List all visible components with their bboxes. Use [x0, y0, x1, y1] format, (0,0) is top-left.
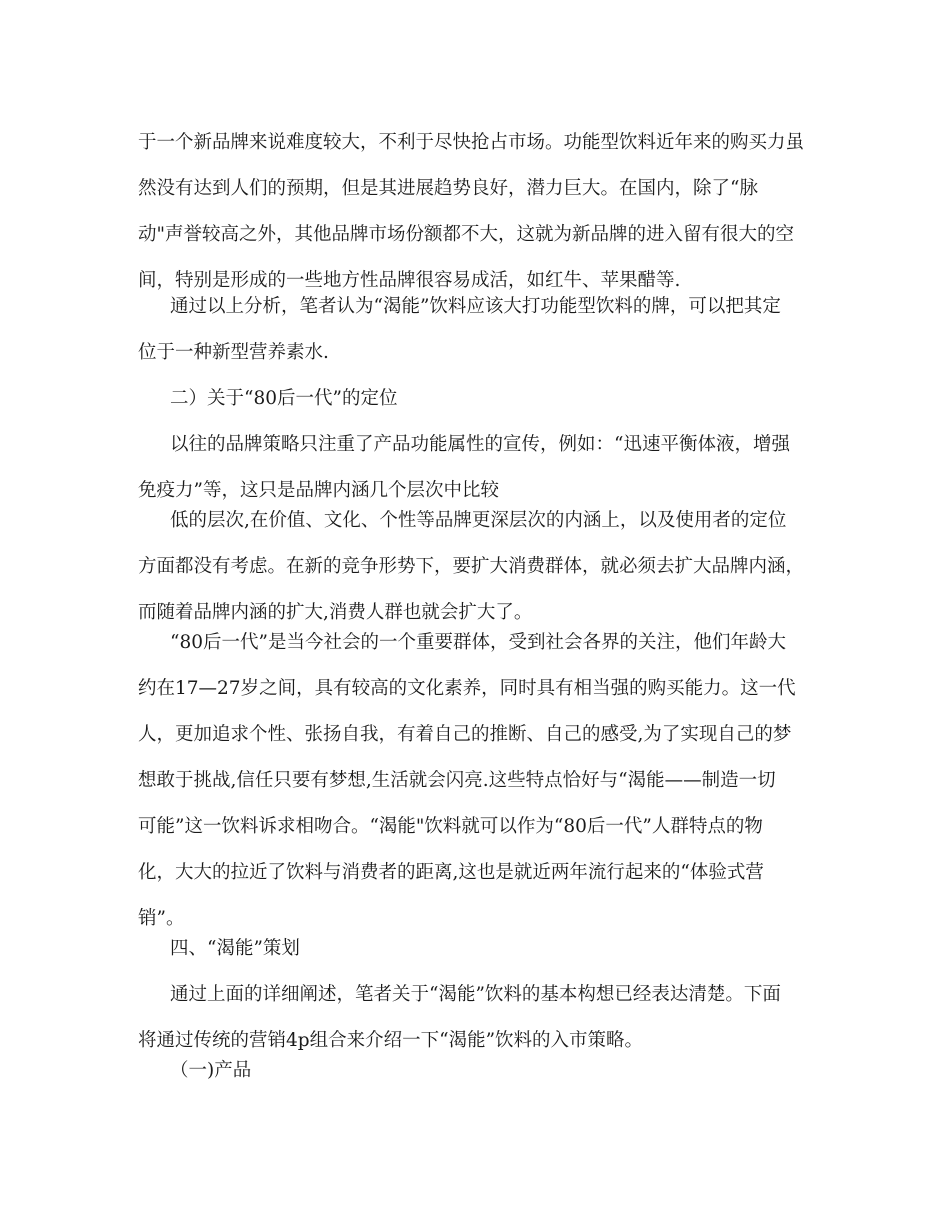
text-line: 销”。	[138, 908, 185, 929]
text-line: 可能”这一饮料诉求相吻合。“渴能"饮料就可以作为“80后一代”人群特点的物	[138, 816, 763, 837]
text-line: 而随着品牌内涵的扩大,消费人群也就会扩大了。	[138, 602, 533, 623]
text-line: 人，更加追求个性、张扬自我，有着自己的推断、自己的感受,为了实现自己的梦	[138, 724, 792, 745]
section-heading: 二）关于“80后一代”的定位	[170, 388, 398, 409]
text-line: 然没有达到人们的预期，但是其进展趋势良好，潜力巨大。在国内，除了“脉	[138, 178, 758, 199]
text-line: 将通过传统的营销4p组合来介绍一下“渴能”饮料的入市策略。	[138, 1030, 644, 1051]
text-line: 以往的品牌策略只注重了产品功能属性的宣传，例如：“迅速平衡体液，增强	[170, 434, 790, 455]
text-line: 于一个新品牌来说难度较大，不利于尽快抢占市场。功能型饮料近年来的购买力虽	[138, 132, 805, 153]
text-line: 通过以上分析，笔者认为“渴能”饮料应该大打功能型饮料的牌，可以把其定	[170, 296, 781, 317]
text-line: 化，大大的拉近了饮料与消费者的距离,这也是就近两年流行起来的“体验式营	[138, 862, 764, 883]
section-heading: 四、“渴能”策划	[170, 938, 300, 959]
text-line: 免疫力”等，这只是品牌内涵几个层次中比较	[138, 480, 499, 501]
text-line: 方面都没有考虑。在新的竞争形势下，要扩大消费群体，就必须去扩大品牌内涵，	[138, 556, 805, 577]
text-line: 间，特别是形成的一些地方性品牌很容易成活，如红牛、苹果醋等.	[138, 270, 681, 291]
text-line: 位于一种新型营养素水.	[138, 342, 329, 363]
subsection-heading: （一)产品	[170, 1060, 252, 1081]
text-line: 动"声誉较高之外，其他品牌市场份额都不大，这就为新品牌的进入留有很大的空	[138, 224, 795, 245]
text-line: “80后一代”是当今社会的一个重要群体，受到社会各界的关注，他们年龄大	[170, 632, 786, 653]
text-line: 通过上面的详细阐述，笔者关于“渴能”饮料的基本构想已经表达清楚。下面	[170, 984, 781, 1005]
text-line: 约在17—27岁之间，具有较高的文化素养，同时具有相当强的购买能力。这一代	[138, 678, 796, 699]
text-line: 低的层次,在价值、文化、个性等品牌更深层次的内涵上，以及使用者的定位	[170, 510, 787, 531]
text-line: 想敢于挑战,信任只要有梦想,生活就会闪亮.这些特点恰好与“渴能——制造一切	[138, 770, 776, 791]
